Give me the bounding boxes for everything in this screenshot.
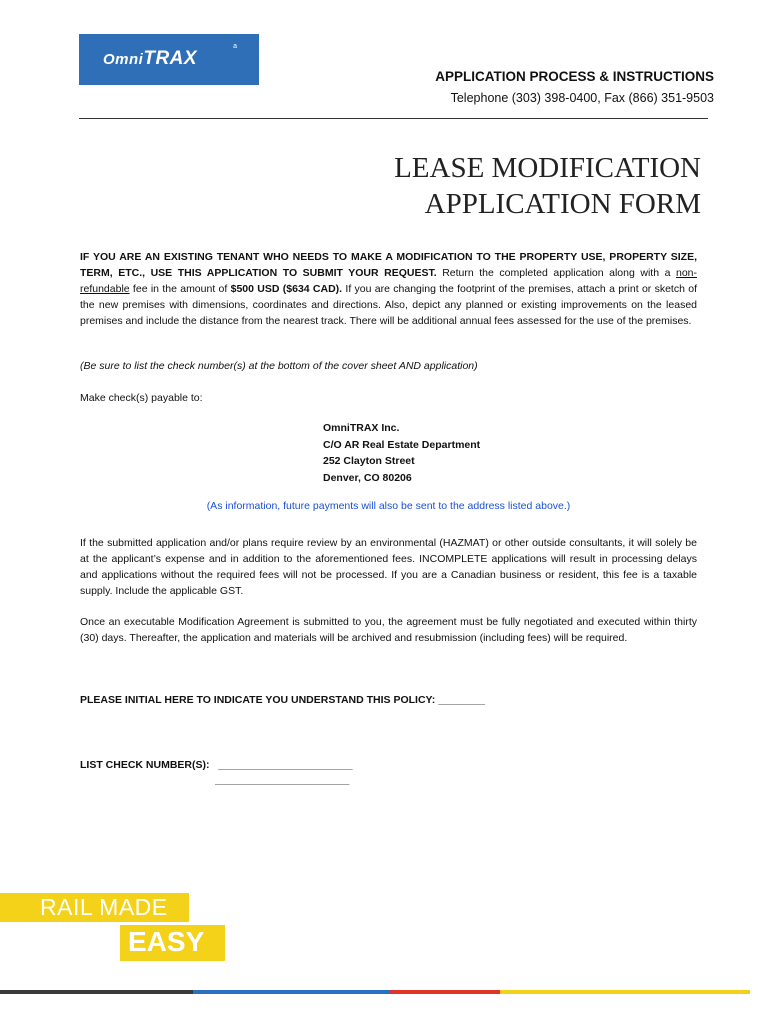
rail-made-banner: RAIL MADE [0,893,189,922]
footer-stripe-blue [193,990,389,994]
payable-label: Make check(s) payable to: [80,392,203,404]
footer-stripe-yellow [500,990,750,994]
check-numbers-field[interactable] [80,757,697,773]
form-title-line2: APPLICATION FORM [424,188,701,220]
non-refundable-text: non-refundable [80,267,697,295]
fee-amount: $500 USD ($634 CAD). [230,283,343,295]
footer-stripe-red [389,990,500,994]
mailing-address: OmniTRAX Inc. C/O AR Real Estate Department 252 Clayton Street Denver, CO 80206 [323,422,481,484]
agreement-paragraph: Once an executable Modification Agreement is submitted to you, the agreement must be fully negotiated and executed within thirty (30) days. Thereafter, the application and materials will be archived and resubmission (including fees) will be required. [80,616,697,644]
form-title [394,150,701,222]
logo-registered-mark: a [233,43,237,50]
check-numbers-label: LIST CHECK NUMBER(S): [80,759,210,771]
header-title: APPLICATION PROCESS & INSTRUCTIONS [435,69,714,84]
form-title-line1: LEASE MODIFICATION [394,152,701,184]
intro-bold: IF YOU ARE AN EXISTING TENANT WHO NEEDS TO MAKE A MODIFICATION TO THE PROPERTY USE, PROPERTY SIZE, TERM, ETC., USE THIS APPLICATION TO SUBMIT YOUR REQUEST. [80,251,697,279]
header-phone: Telephone (303) 398-0400, Fax (866) 351-9503 [450,91,714,105]
easy-banner: EASY [120,925,225,961]
review-paragraph: If the submitted application and/or plans require review by an environmental (HAZMAT) or other outside consultants, it will solely be at the applicant’s expense and in addition to the aforementioned fees. INCOMPLETE applications will result in processing delays and applications without the required fees will not be processed. If you are a Canadian business or resident, this fee is a taxable supply. Include the applicable GST. [80,537,697,597]
future-payments-note: (As information, future payments will also be sent to the address listed above.) [206,500,571,512]
footer-stripe-dark [0,990,193,994]
intro-paragraph: IF YOU ARE AN EXISTING TENANT WHO NEEDS TO MAKE A MODIFICATION TO THE PROPERTY USE, PROPERTY SIZE, TERM, ETC., USE THIS APPLICATION TO SUBMIT YOUR REQUEST. Return the completed application along with a non-refundable fee in the amount of $500 USD ($634 CAD). If you are changing the footprint of the premises, attach a print or sketch of the new premises with dimensions, coordinates and directions. Also, depict any planned or existing improvements on the leased premises and include the distance from the nearest track. There will be additional annual fees assessed for the use of the premises. [80,251,698,327]
header-divider [79,118,708,119]
logo-wordmark: OmniTRAX [103,48,198,69]
check-number-line-1[interactable]: _______________________ [218,759,353,771]
check-number-line-2[interactable]: _______________________ [215,774,350,786]
omnitrax-logo [79,34,259,85]
check-number-note: (Be sure to list the check number(s) at the bottom of the cover sheet AND application) [80,360,478,372]
initial-policy-field[interactable]: PLEASE INITIAL HERE TO INDICATE YOU UNDERSTAND THIS POLICY: ________ [80,694,485,706]
